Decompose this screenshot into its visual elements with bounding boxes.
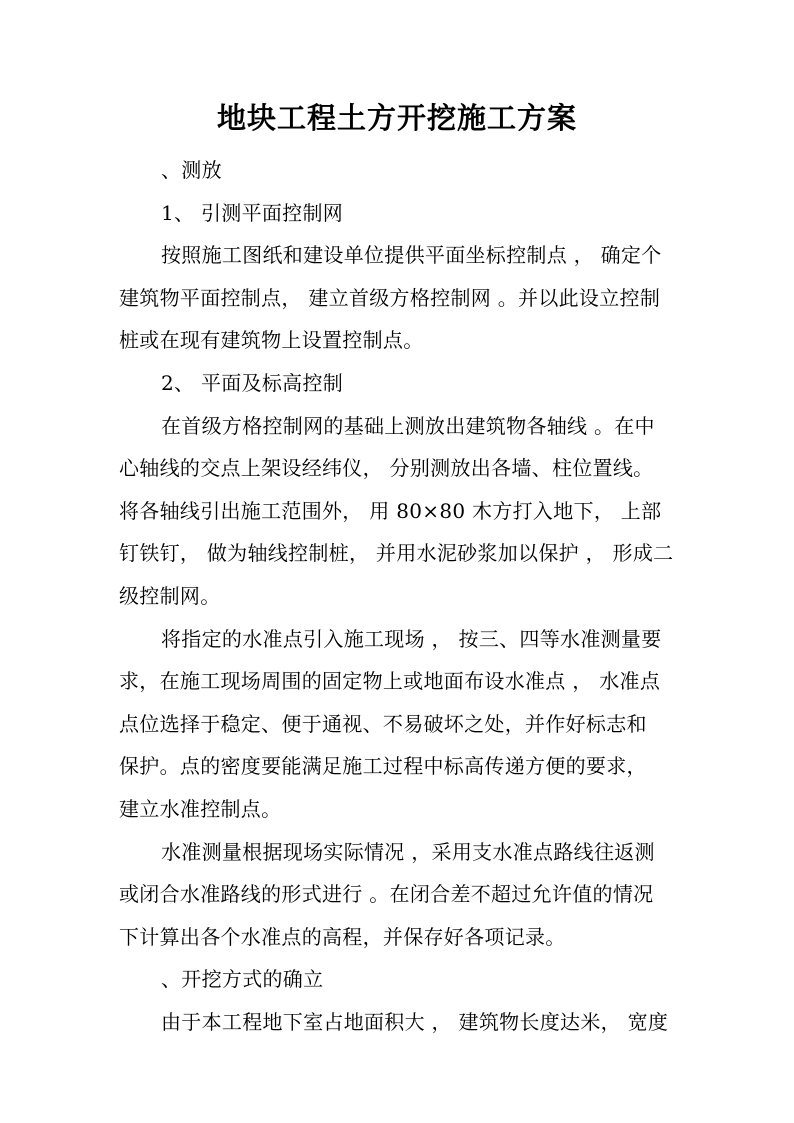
section-heading-excavation-method: 、开挖方式的确立: [161, 967, 324, 991]
paragraph-line: 心轴线的交点上架设经纬仪， 分别测放出各墙、柱位置线。: [119, 456, 654, 480]
paragraph-line: 由于本工程地下室占地面积大 ， 建筑物长度达米， 宽度: [161, 1010, 669, 1034]
paragraph-line: 将各轴线引出施工范围外， 用 80×80 木方打入地下， 上部: [119, 499, 662, 523]
paragraph-line: 下计算出各个水准点的高程，并保存好各项记录。: [119, 925, 566, 949]
document-title: 地块工程土方开挖施工方案: [216, 101, 577, 135]
paragraph-line: 在首级方格控制网的基础上测放出建筑物各轴线 。在中: [161, 414, 655, 438]
paragraph-line: 建立水准控制点。: [119, 797, 282, 821]
paragraph-line: 钉铁钉， 做为轴线控制桩， 并用水泥砂浆加以保护 ， 形成二: [119, 541, 674, 565]
paragraph-line: 将指定的水准点引入施工现场 ， 按三、四等水准测量要: [161, 627, 662, 651]
paragraph-line: 级控制网。: [119, 584, 221, 608]
paragraph-line: 按照施工图纸和建设单位提供平面坐标控制点 ， 确定个: [161, 243, 662, 267]
paragraph-line: 水准测量根据现场实际情况 ，采用支水准点路线往返测: [161, 840, 655, 864]
subheading-plane-control-net: 1、 引测平面控制网: [161, 201, 344, 225]
paragraph-line: 建筑物平面控制点， 建立首级方格控制网 。并以此设立控制: [119, 286, 661, 310]
subheading-plane-elevation-control: 2、 平面及标高控制: [161, 371, 344, 395]
section-heading-survey: 、测放: [161, 158, 222, 182]
paragraph-line: 求，在施工现场周围的固定物上或地面布设水准点 ， 水准点: [119, 669, 661, 693]
paragraph-line: 桩或在现有建筑物上设置控制点。: [119, 328, 424, 352]
paragraph-line: 保护。点的密度要能满足施工过程中标高传递方便的要求，: [119, 754, 647, 778]
paragraph-line: 点位选择于稳定、便于通视、不易破坏之处，并作好标志和: [119, 712, 647, 736]
paragraph-line: 或闭合水准路线的形式进行 。在闭合差不超过允许值的情况: [119, 882, 654, 906]
